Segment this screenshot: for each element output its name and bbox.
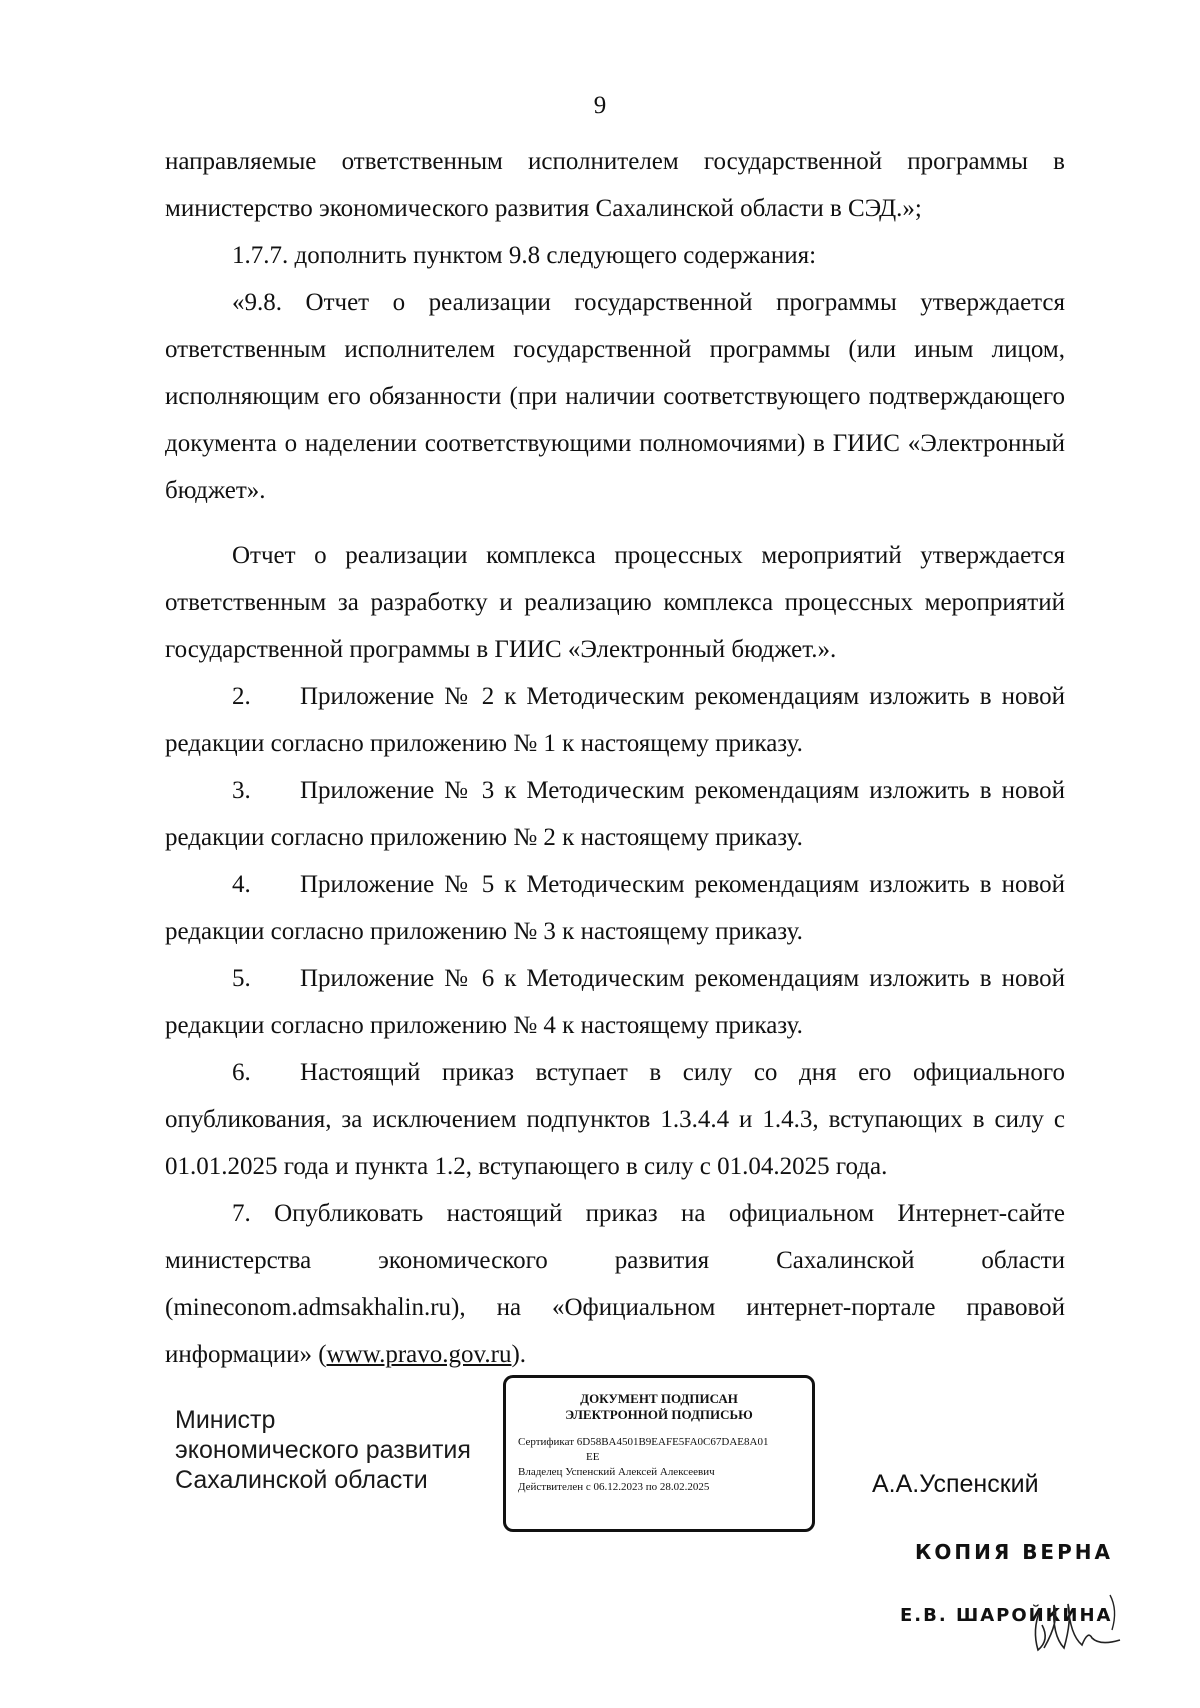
signer-title bbox=[175, 1405, 471, 1495]
electronic-signature-stamp bbox=[503, 1375, 815, 1532]
item-4-number: 4. bbox=[232, 871, 251, 898]
item-2-number: 2. bbox=[232, 683, 251, 710]
signer-title-line3: Сахалинской области bbox=[175, 1466, 428, 1494]
copy-certifier-name: Е.В. ШАРОЙКИНА bbox=[900, 1605, 1113, 1626]
paragraph-9-8: «9.8. Отчет о реализации государственной программы утверждается ответственным исполнителем государственной программы (или иным лицом, исполняющим его обязанности (при наличии соответствующего подтверждающего документа о наделении соответствующими полномочиями) в ГИИС «Электронный бюджет». bbox=[165, 289, 1065, 504]
copy-certified-mark: КОПИЯ ВЕРНА bbox=[915, 1540, 1113, 1564]
stamp-title-1: ДОКУМЕНТ ПОДПИСАН bbox=[580, 1391, 738, 1406]
paragraph-report: Отчет о реализации комплекса процессных мероприятий утверждается ответственным за разработку и реализацию комплекса процессных мероприятий государственной программы в ГИИС «Электронный бюджет.». bbox=[165, 542, 1065, 663]
item-5-number: 5. bbox=[232, 965, 251, 992]
paragraph-continuation: направляемые ответственным исполнителем государственной программы в министерство экономического развития Сахалинской области в СЭД.»; bbox=[165, 148, 1065, 222]
stamp-validity: Действителен с 06.12.2023 по 28.02.2025 bbox=[518, 1481, 710, 1493]
item-3-text: Приложение № 3 к Методическим рекомендациям изложить в новой редакции согласно приложению № 2 к настоящему приказу. bbox=[165, 777, 1065, 851]
item-6 bbox=[165, 1049, 1065, 1190]
paragraph-1-7-7: 1.7.7. дополнить пунктом 9.8 следующего содержания: bbox=[232, 242, 817, 269]
item-5 bbox=[165, 955, 1065, 1049]
item-7 bbox=[165, 1190, 1065, 1378]
stamp-certificate-cont: EE bbox=[586, 1451, 600, 1463]
item-2-text: Приложение № 2 к Методическим рекомендациям изложить в новой редакции согласно приложению № 1 к настоящему приказу. bbox=[165, 683, 1065, 757]
item-6-text: Настоящий приказ вступает в силу со дня его официального опубликования, за исключением подпунктов 1.3.4.4 и 1.4.3, вступающих в силу с 01.01.2025 года и пункта 1.2, вступающего в силу с 01.04.2025 года. bbox=[165, 1059, 1065, 1180]
item-3 bbox=[165, 767, 1065, 861]
page-number: 9 bbox=[593, 92, 607, 119]
item-2 bbox=[165, 673, 1065, 767]
pravo-link[interactable]: www.pravo.gov.ru bbox=[326, 1341, 512, 1368]
stamp-certificate: Сертификат 6D58BA4501B9EAFE5FA0C67DAE8A01 bbox=[518, 1436, 769, 1448]
stamp-title-2: ЭЛЕКТРОННОЙ ПОДПИСЬЮ bbox=[565, 1407, 753, 1422]
item-4 bbox=[165, 861, 1065, 955]
handwritten-signature bbox=[1030, 1590, 1125, 1660]
item-5-text: Приложение № 6 к Методическим рекомендациям изложить в новой редакции согласно приложению № 4 к настоящему приказу. bbox=[165, 965, 1065, 1039]
item-7-text: 7. Опубликовать настоящий приказ на официальном Интернет-сайте министерства экономического развития Сахалинской области (mineconom.admsakhalin.ru), на «Официальном интернет-портале правовой информации» ( bbox=[165, 1200, 1065, 1368]
item-7-end: ). bbox=[511, 1341, 527, 1368]
item-4-text: Приложение № 5 к Методическим рекомендациям изложить в новой редакции согласно приложению № 3 к настоящему приказу. bbox=[165, 871, 1065, 945]
item-6-number: 6. bbox=[232, 1059, 251, 1086]
signer-title-line1: Министр bbox=[175, 1406, 276, 1434]
item-3-number: 3. bbox=[232, 777, 251, 804]
signer-title-line2: экономического развития bbox=[175, 1436, 471, 1464]
signer-name: А.А.Успенский bbox=[872, 1470, 1039, 1498]
document-body bbox=[165, 138, 1065, 1378]
stamp-owner: Владелец Успенский Алексей Алексеевич bbox=[518, 1466, 715, 1478]
